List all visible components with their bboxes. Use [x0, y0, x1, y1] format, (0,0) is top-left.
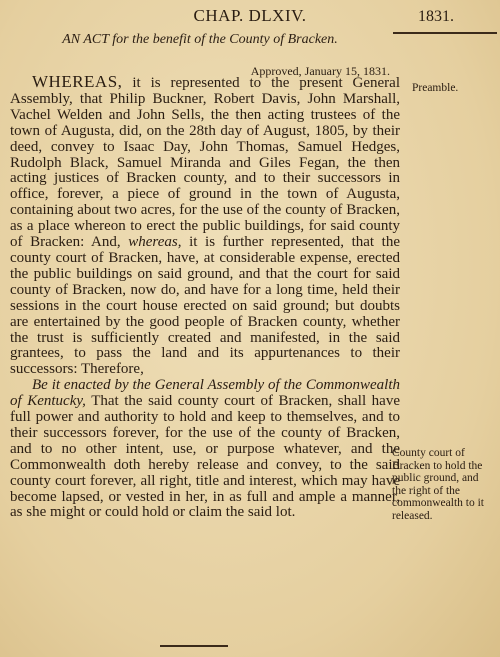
margin-note-county-court: County court of Bracken to hold the public ground, and the right of the commonwealth to it released.	[392, 447, 484, 522]
footer-rule	[160, 645, 228, 647]
margin-note-preamble: Preamble.	[412, 82, 459, 94]
enacting-clause: Be it enacted by the General Assembly of the Commonwealth of Kentucky,	[10, 377, 400, 410]
lead-word: WHEREAS,	[32, 72, 123, 91]
enactment-text: That the said county court of Bracken, shall have full power and authority to hold and keep to themselves, and to their successors forever, for the use of the county of Bracken, and to no other intent, use, or purpose whatever, and the Commonwealth doth hereby release and convey, to the said county court forever, all right, title and interest, which may have become lapsed, or vested in her, in as full and ample a manner, as she might or could hold or claim the said lot.	[10, 393, 400, 521]
whereas-word: whereas,	[128, 234, 182, 251]
preamble-paragraph	[10, 74, 400, 378]
act-body	[10, 74, 400, 521]
preamble-text-continued: it is further represented, that the county court of Bracken, have, at considerable expense, erected the public buildings on said ground, and that the court for said county of Bracken, now do, and have for a long time, held their sessions in the court house erected on said ground; but doubts are entertained by the good people of Bracken county, whether the trust is sufficiently created and manifested, in the said grantees, to pass the land and its appurtenances to their successors: Therefore,	[10, 234, 401, 378]
chapter-heading: CHAP. DLXIV.	[193, 6, 307, 25]
enactment-paragraph	[10, 378, 400, 521]
year-heading: 1831.	[418, 8, 454, 25]
header-rule	[393, 32, 497, 34]
approval-date: Approved, January 15, 1831.	[250, 64, 390, 78]
preamble-text: it is represented to the present General Assembly, that Philip Buckner, Robert Davis, John Marshall, Vachel Welden and John Sells, the then acting trustees of the town of Augusta, did, on the 28th day of August, 1805, by their deed, convey to Isaac Day, John Thomas, Samuel Hedges, Rudolph Black, Samuel Miranda and Giles Fegan, the then acting justices of Bracken county, and to their successors in office, forever, a piece of ground in the town of Augusta, containing about two acres, for the use of the county of Bracken, as a place whereon to erect the public buildings, for said county of Bracken: And,	[10, 75, 400, 251]
act-title: AN ACT for the benefit of the County of Bracken.	[62, 32, 338, 47]
